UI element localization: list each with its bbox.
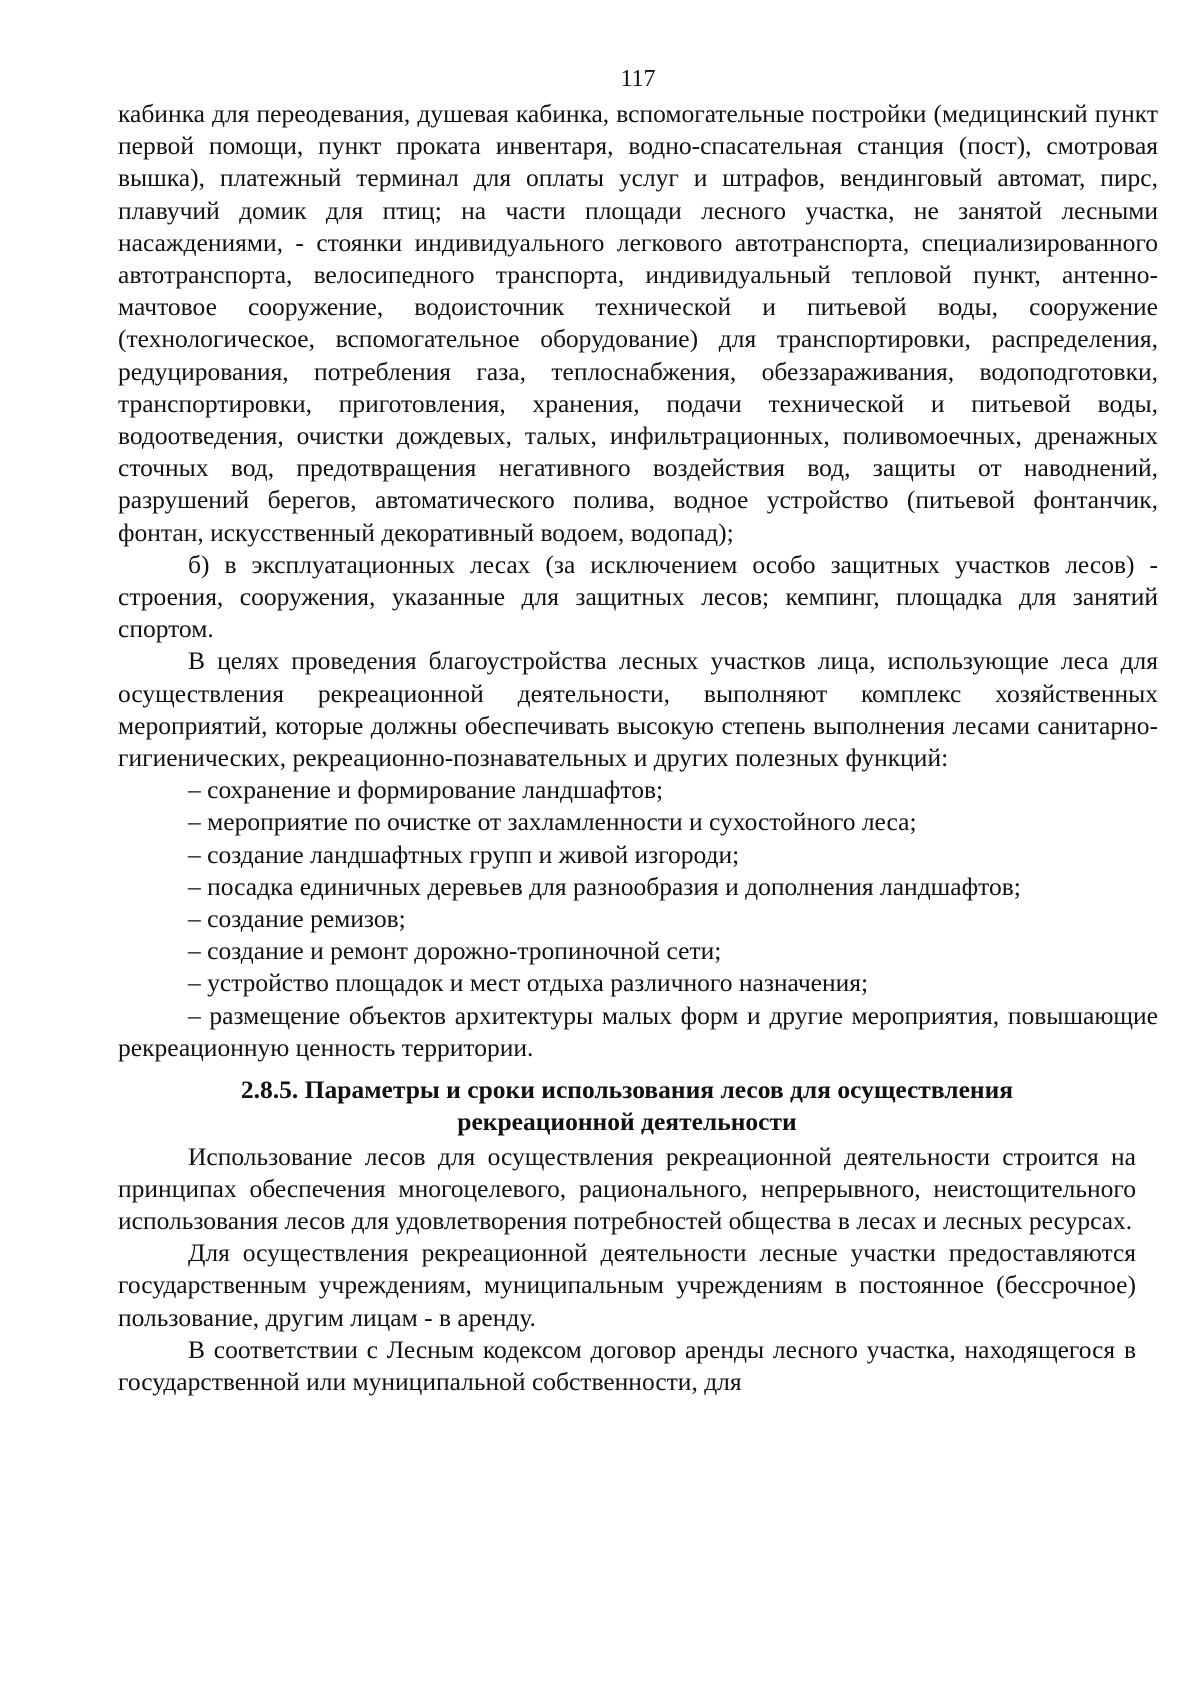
list-item: – сохранение и формирование ландшафтов;	[188, 775, 664, 805]
page-number: 117	[620, 66, 656, 92]
paragraph-principles: Использование лесов для осуществления рекреационной деятельности строится на принципах обеспечения многоцелевого, рационального, непрерывного, неистощительного использования лесов для удовлетворения потребностей общества в лесах и лесных ресурсах.	[118, 1141, 1136, 1235]
list-item: – создание и ремонт дорожно-тропиночной сети;	[188, 936, 722, 966]
list-item: – мероприятие по очистке от захламленности и сухостойного леса;	[188, 807, 917, 837]
list-item: – устройство площадок и мест отдыха различного назначения;	[188, 968, 869, 998]
list-item: – размещение объектов архитектуры малых форм и другие мероприятия, повышающие рекреационную ценность территории.	[118, 1000, 1158, 1062]
paragraph-exploitation-forests: б) в эксплуатационных лесах (за исключением особо защитных участков лесов) - строения, сооружения, указанные для защитных лесов; кемпинг, площадка для занятий спортом.	[118, 549, 1158, 644]
list-item: – посадка единичных деревьев для разнообразия и дополнения ландшафтов;	[188, 871, 1021, 901]
measures-list	[118, 774, 1158, 1064]
paragraph-lease-agreement: В соответствии с Лесным кодексом договор аренды лесного участка, находящегося в государственной или муниципальной собственности, для	[118, 1334, 1136, 1396]
paragraph-continuation: кабинка для переодевания, душевая кабинка, вспомогательные постройки (медицинский пункт первой помощи, пункт проката инвентаря, водно-спасательная станция (пост), смотровая вышка), платежный терминал для оплаты услуг и штрафов, вендинговый автомат, пирс, плавучий домик для птиц; на части площади лесного участка, не занятой лесными насаждениями, - стоянки индивидуального легкового автотранспорта, специализированного автотранспорта, велосипедного транспорта, индивидуальный тепловой пункт, антенно-мачтовое сооружение, водоисточник технической и питьевой воды, сооружение (технологическое, вспомогательное оборудование) для транспортировки, распределения, редуцирования, потребления газа, теплоснабжения, обеззараживания, водоподготовки, транспортировки, приготовления, хранения, подачи технической и питьевой воды, водоотведения, очистки дождевых, талых, инфильтрационных, поливомоечных, дренажных сточных вод, предотвращения негативного воздействия вод, защиты от наводнений, разрушений берегов, автоматического полива, водное устройство (питьевой фонтанчик, фонтан, искусственный декоративный водоем, водопад);	[118, 99, 1158, 547]
section-heading-line: 2.8.5. Параметры и сроки использования лесов для осуществления	[240, 1075, 1014, 1105]
document-page	[118, 64, 1158, 1398]
paragraph-improvement-measures: В целях проведения благоустройства лесных участков лица, использующие леса для осуществления рекреационной деятельности, выполняют комплекс хозяйственных мероприятий, которые должны обеспечивать высокую степень выполнения лесами санитарно-гигиенических, рекреационно-познавательных и других полезных функций:	[118, 646, 1158, 773]
list-item: – создание ландшафтных групп и живой изгороди;	[188, 839, 740, 869]
list-item: – создание ремизов;	[188, 904, 406, 934]
paragraph-provision: Для осуществления рекреационной деятельности лесные участки предоставляются государственным учреждениям, муниципальным учреждениям в постоянное (бессрочное) пользование, другим лицам - в аренду.	[118, 1238, 1136, 1332]
section-heading	[118, 1074, 1136, 1138]
section-heading-line: рекреационной деятельности	[457, 1107, 797, 1137]
